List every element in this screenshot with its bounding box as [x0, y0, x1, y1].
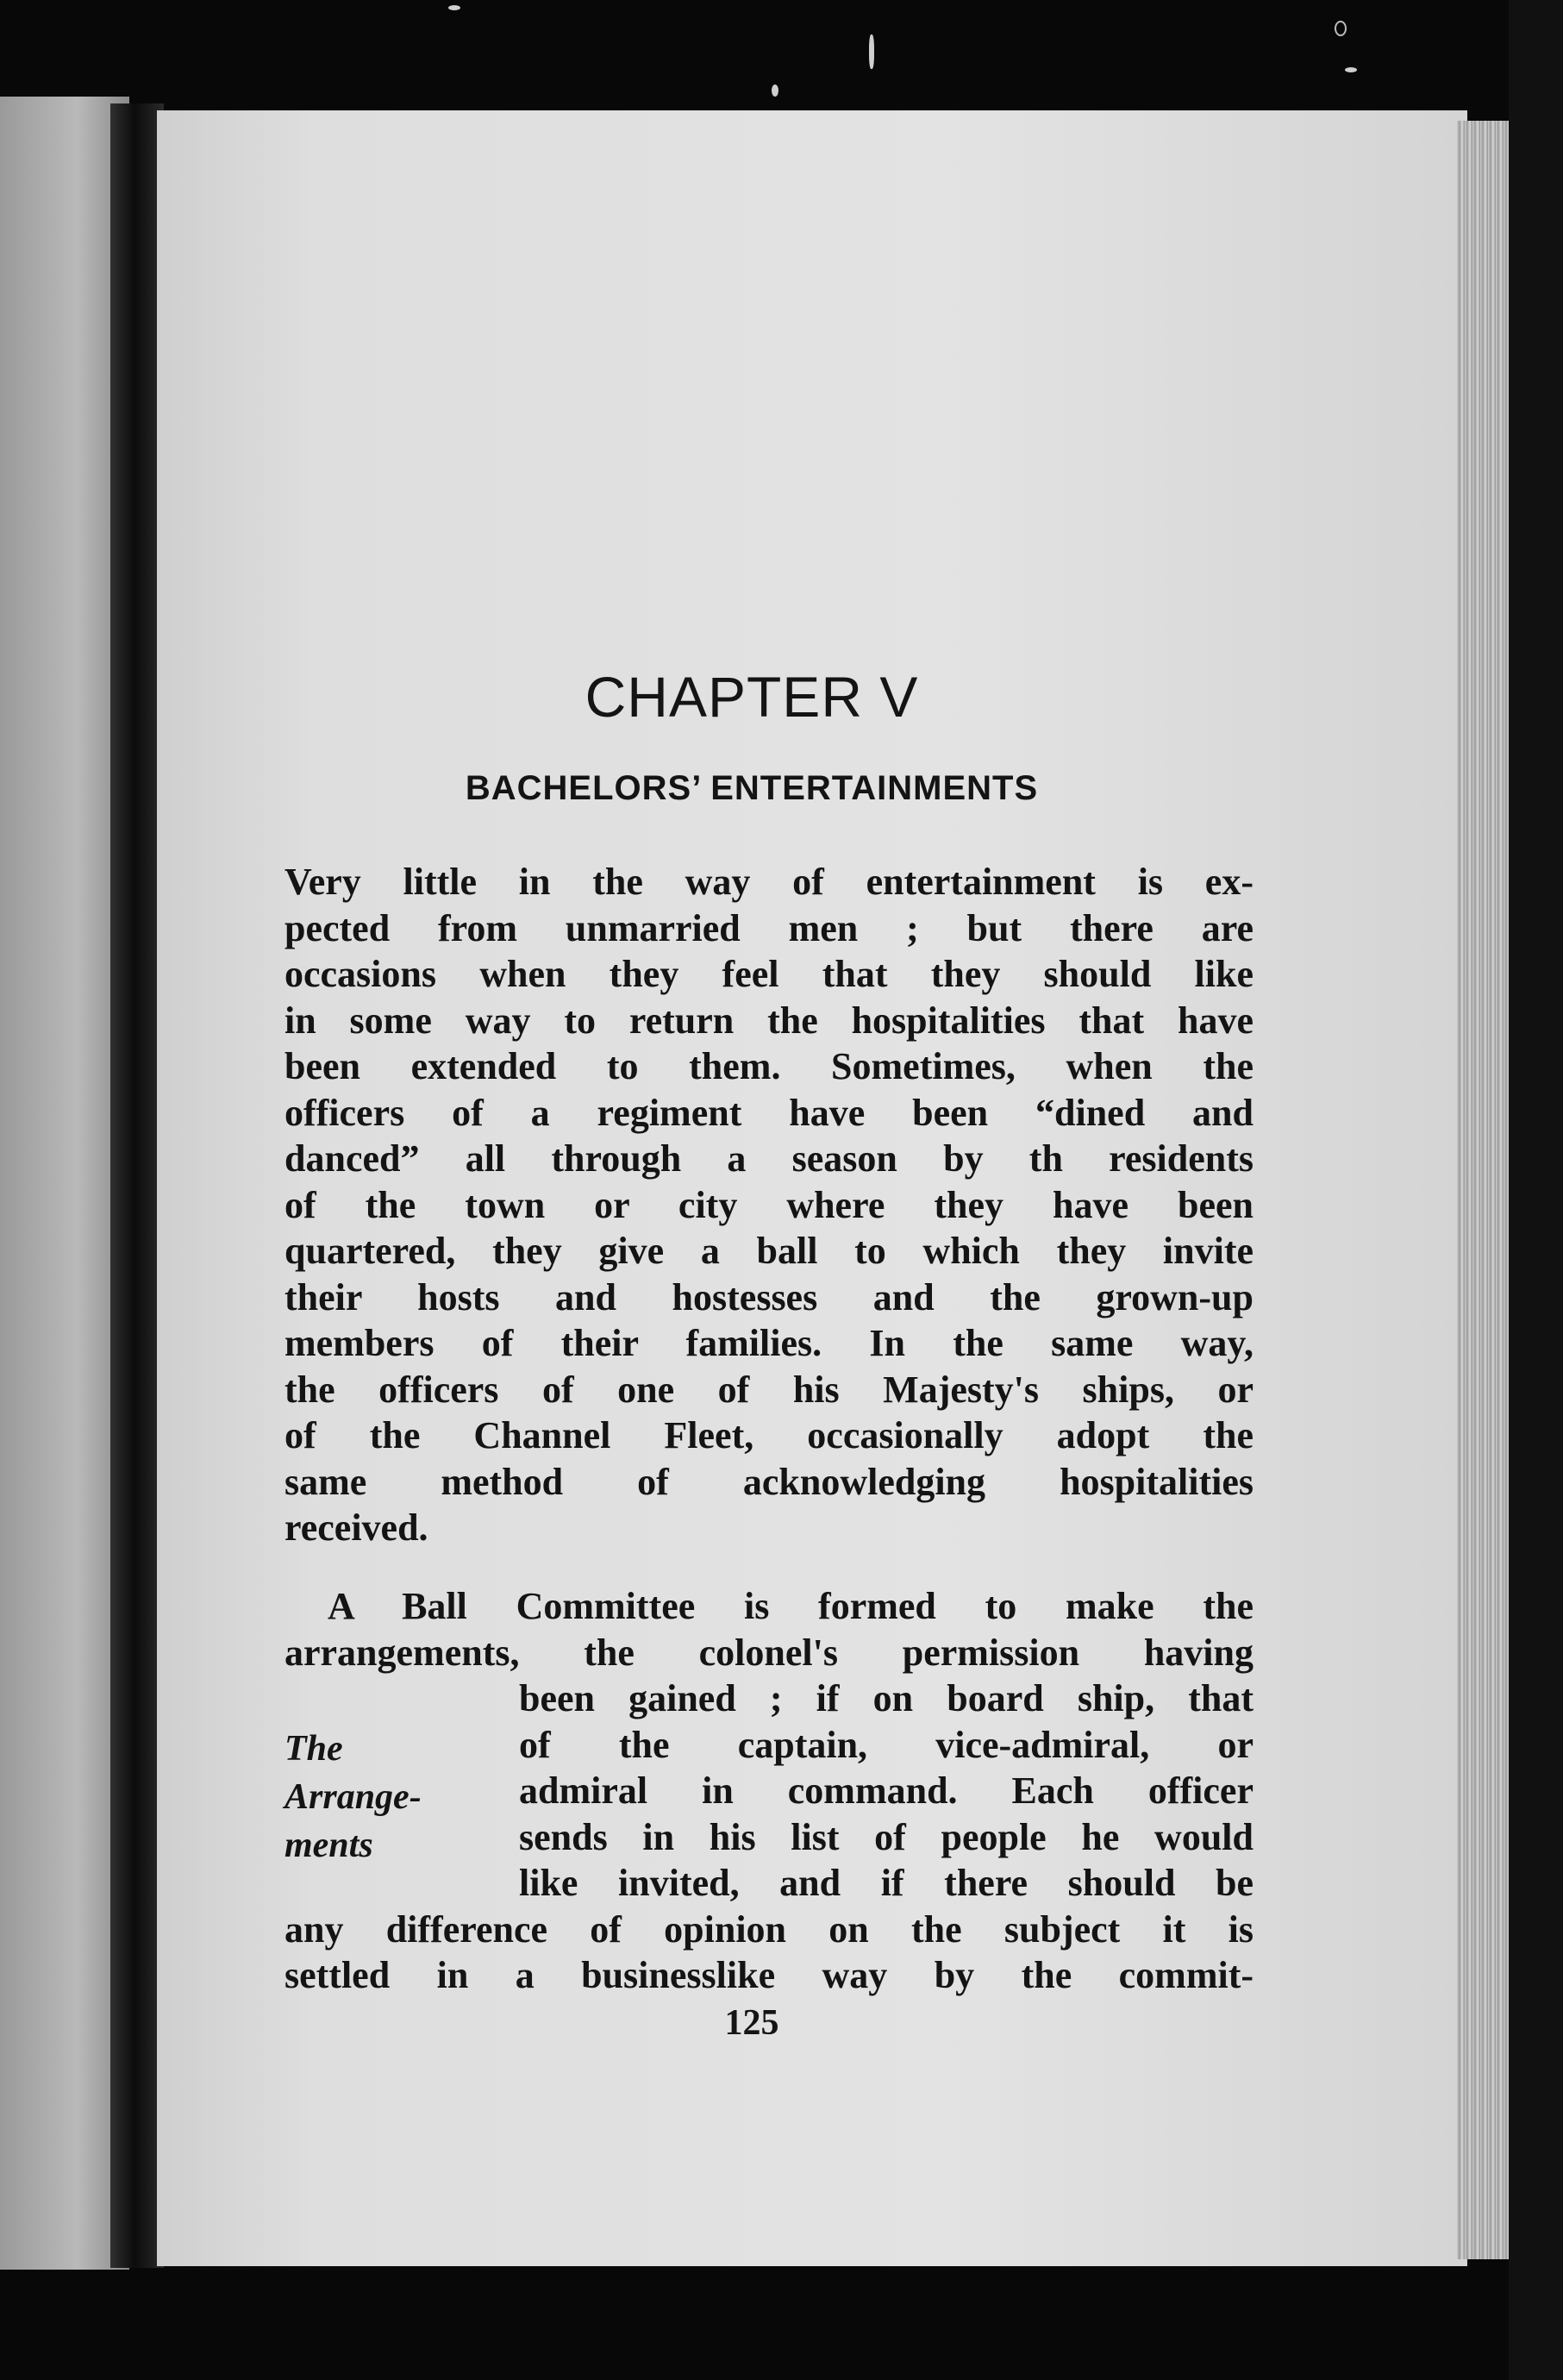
text-line: quartered, they give a ball to which they invite	[284, 1230, 1254, 1272]
text-line: of the town or city where they have been	[284, 1183, 1254, 1226]
dust-speck	[869, 34, 874, 69]
text-line: in some way to return the hospitalities that have	[284, 999, 1254, 1042]
sidenote-line: The	[284, 1729, 343, 1769]
dust-speck	[1335, 21, 1347, 36]
text-line: of the captain, vice-admiral, or	[519, 1723, 1254, 1766]
margin-sidenote	[284, 1725, 422, 1870]
text-line: like invited, and if there should be	[519, 1862, 1254, 1904]
text-line: pected from unmarried men ; but there are	[284, 906, 1254, 949]
text-line: members of their families. In the same way,	[284, 1322, 1254, 1364]
text-line: admiral in command. Each officer	[519, 1769, 1254, 1812]
page-number: 125	[724, 2003, 779, 2043]
text-line: sends in his list of people he would	[519, 1815, 1254, 1858]
dust-speck	[1345, 67, 1357, 72]
text-line: the officers of one of his Majesty's ships, or	[284, 1368, 1254, 1411]
text-line: received.	[284, 1506, 428, 1549]
text-line: danced” all through a season by th residents	[284, 1137, 1254, 1180]
dust-speck	[772, 85, 778, 97]
text-line: been gained ; if on board ship, that	[519, 1677, 1254, 1719]
text-line: their hosts and hostesses and the grown-up	[284, 1275, 1254, 1318]
sidenote-line: Arrange-	[284, 1777, 422, 1817]
text-line: A Ball Committee is formed to make the	[328, 1585, 1254, 1627]
paragraph-1	[284, 859, 1254, 1551]
text-line: been extended to them. Sometimes, when the	[284, 1045, 1254, 1087]
page-stack-edge	[1457, 121, 1509, 2259]
text-line: any difference of opinion on the subject it is	[284, 1907, 1254, 1951]
text-line: occasions when they feel that they should like	[284, 953, 1254, 995]
text-line: officers of a regiment have been “dined and	[284, 1091, 1254, 1134]
text-line: same method of acknowledging hospitalities	[284, 1460, 1254, 1503]
paragraph-2	[284, 1583, 1254, 1999]
text-line: of the Channel Fleet, occasionally adopt the	[284, 1414, 1254, 1456]
text-line: settled in a businesslike way by the commit-	[284, 1954, 1254, 1996]
sidenote-line: ments	[284, 1826, 373, 1865]
text-line: Very little in the way of entertainment is ex-	[284, 861, 1254, 903]
scan-background	[1509, 0, 1563, 2380]
text-line: arrangements, the colonel's permission having	[284, 1631, 1254, 1674]
chapter-subtitle: BACHELORS’ ENTERTAINMENTS	[465, 769, 1039, 807]
chapter-heading: CHAPTER V	[585, 665, 919, 729]
dust-speck	[448, 5, 460, 10]
book-gutter	[110, 103, 164, 2268]
